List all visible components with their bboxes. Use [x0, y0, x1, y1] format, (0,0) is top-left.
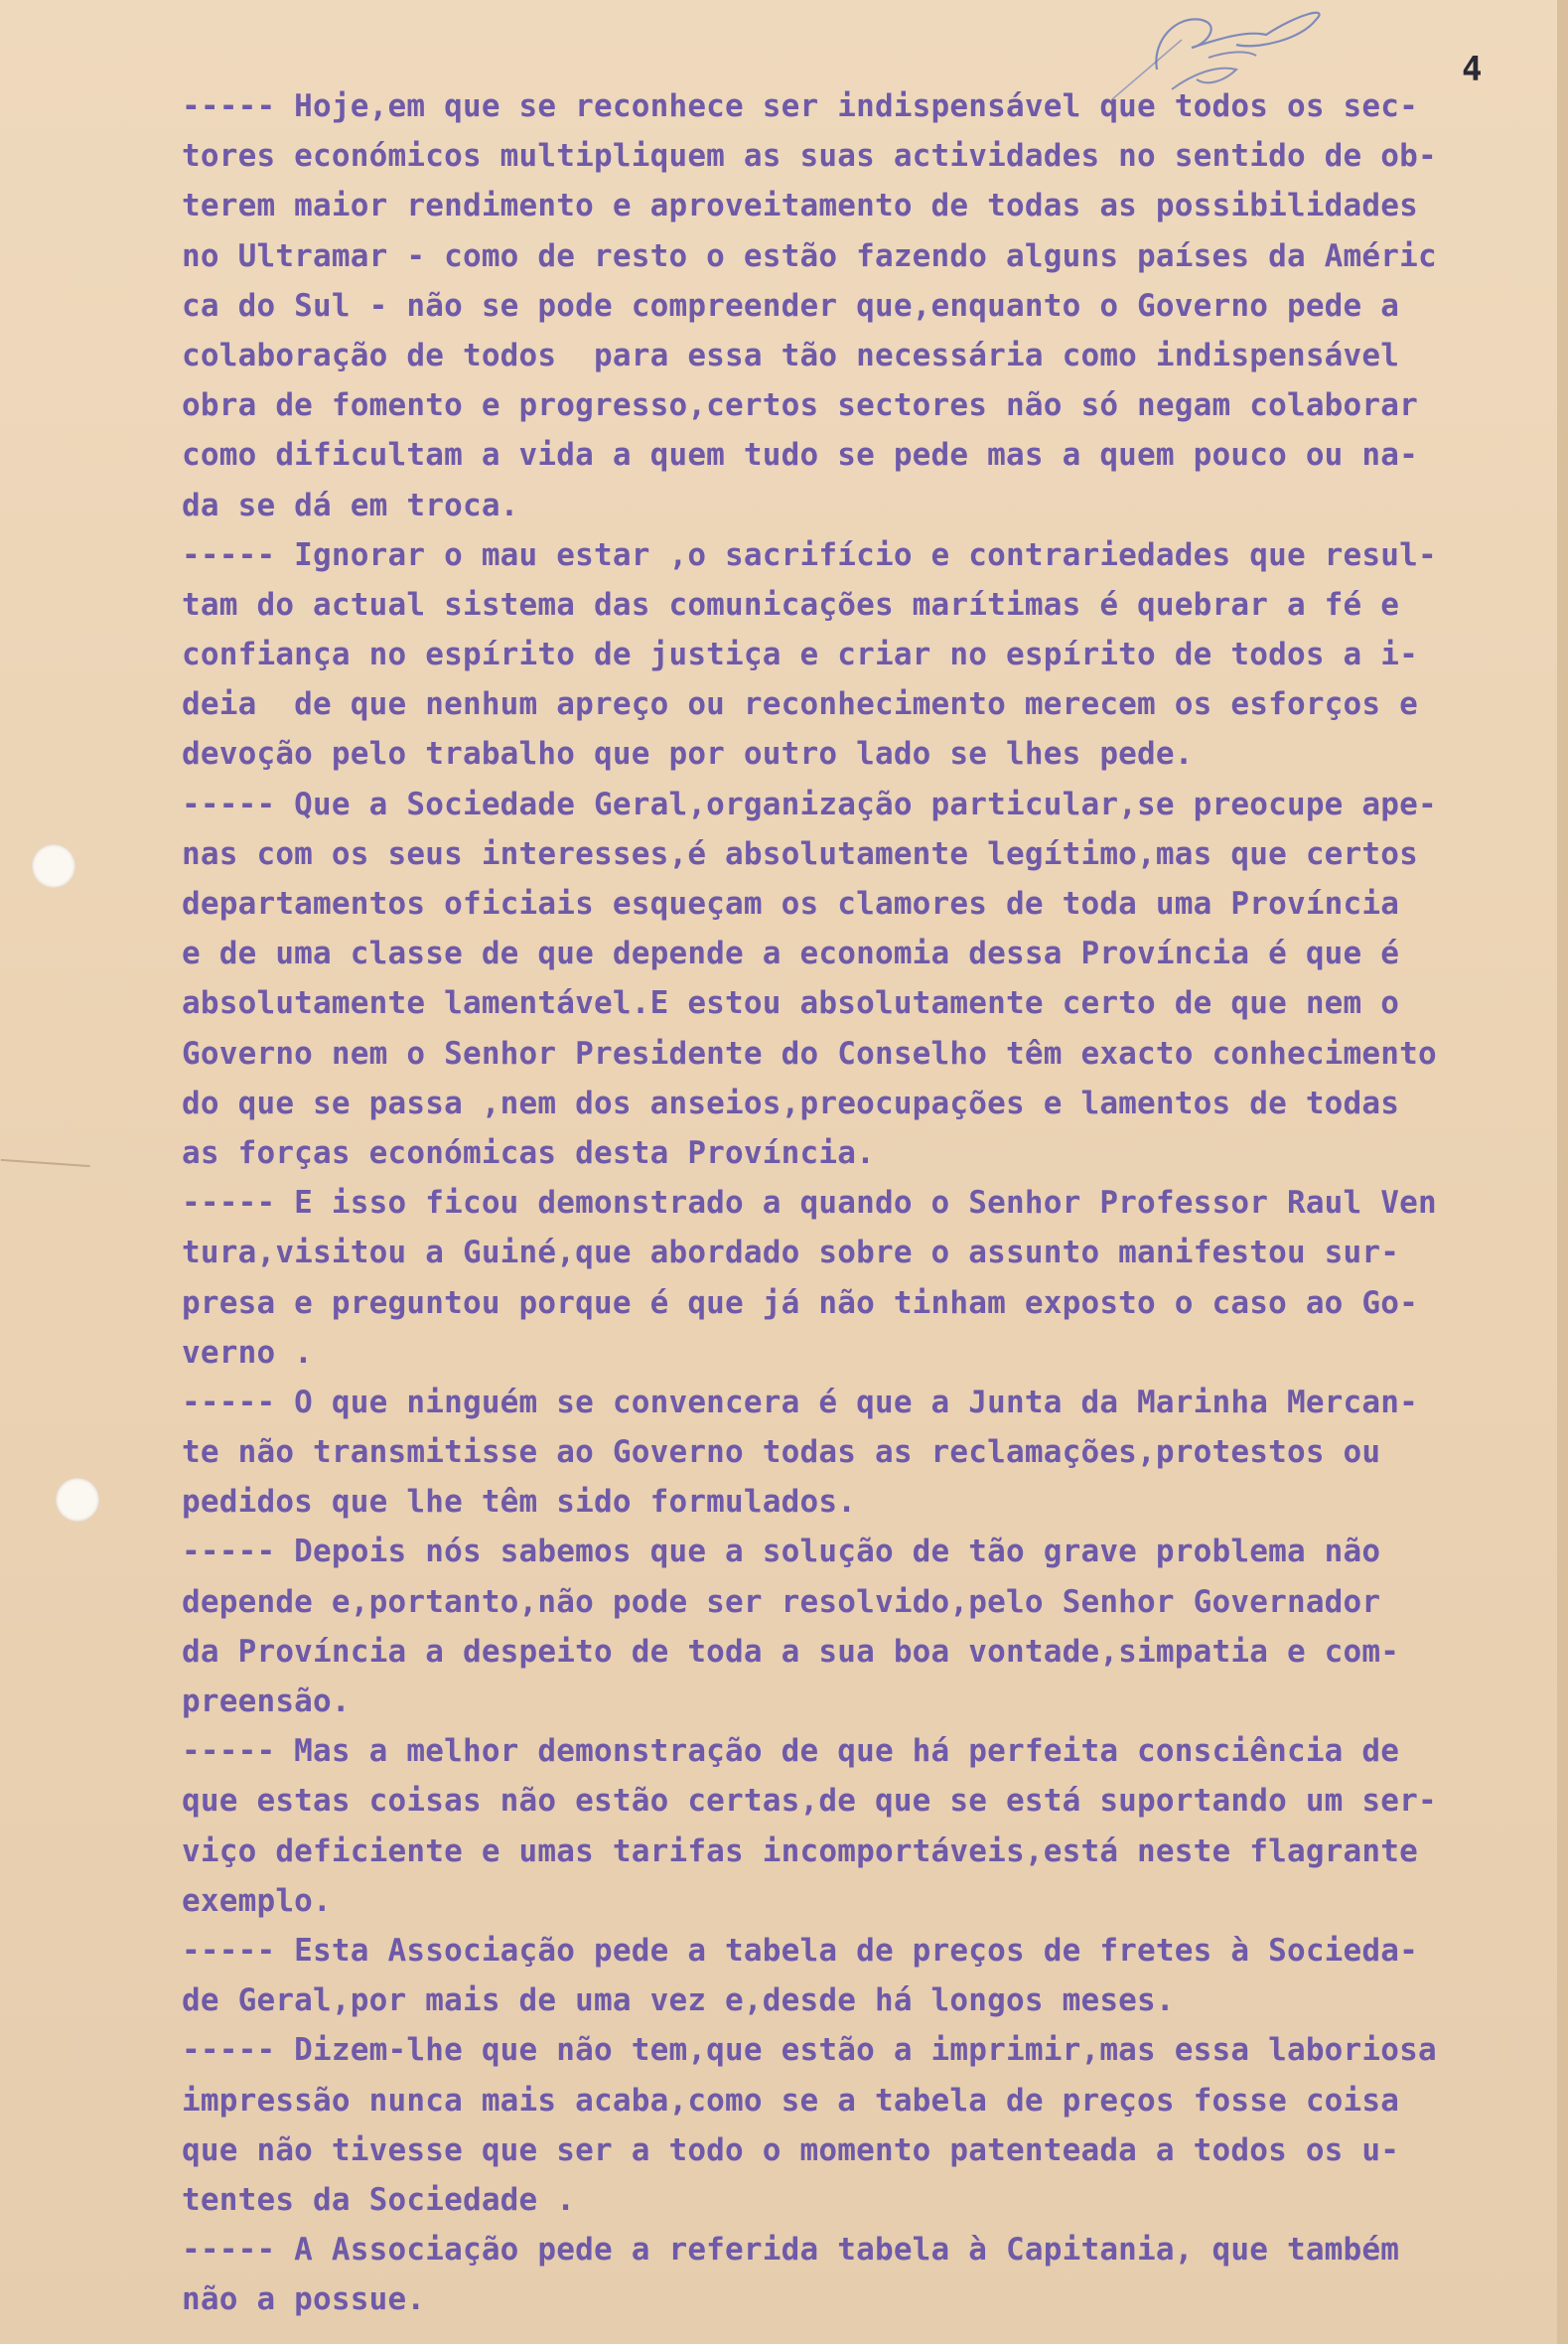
text-line: pedidos que lhe têm sido formulados.: [182, 1484, 857, 1521]
text-line: as forças económicas desta Província.: [182, 1134, 875, 1171]
text-line: como dificultam a vida a quem tudo se pede mas a quem pouco ou na-: [182, 437, 1418, 474]
text-line: exemplo.: [182, 1882, 332, 1919]
text-line: ----- A Associação pede a referida tabela à Capitania, que também: [182, 2232, 1400, 2269]
page-number: 4: [1462, 50, 1483, 89]
page-edge: [1557, 0, 1568, 2344]
punch-hole: [56, 1478, 99, 1522]
text-line: e de uma classe de que depende a economia dessa Província é que é: [182, 936, 1400, 972]
text-line: ca do Sul - não se pode compreender que,enquanto o Governo pede a: [182, 287, 1400, 324]
text-line: te não transmitisse ao Governo todas as reclamações,protestos ou: [182, 1434, 1381, 1471]
text-line: no Ultramar - como de resto o estão fazendo alguns países da Améric: [182, 237, 1437, 274]
text-line: ----- Depois nós sabemos que a solução de tão grave problema não: [182, 1534, 1381, 1570]
text-line: ----- Mas a melhor demonstração de que há perfeita consciência de: [182, 1733, 1400, 1770]
text-line: da se dá em troca.: [182, 487, 519, 523]
text-line: ----- Ignorar o mau estar ,o sacrifício e contrariedades que resul-: [182, 536, 1437, 573]
text-line: da Província a despeito de toda a sua boa vontade,simpatia e com-: [182, 1633, 1400, 1670]
text-line: ----- Hoje,em que se reconhece ser indispensável que todos os sec-: [182, 88, 1418, 124]
text-line: departamentos oficiais esqueçam os clamores de toda uma Província: [182, 886, 1400, 922]
text-line: depende e,portanto,não pode ser resolvido,pelo Senhor Governador: [182, 1583, 1381, 1620]
text-line: nas com os seus interesses,é absolutamente legítimo,mas que certos: [182, 835, 1418, 872]
text-line: que estas coisas não estão certas,de que se está suportando um ser-: [182, 1783, 1437, 1820]
text-line: não a possue.: [182, 2281, 426, 2318]
text-line: Governo nem o Senhor Presidente do Conselho têm exacto conhecimento: [182, 1035, 1437, 1072]
text-line: viço deficiente e umas tarifas incomportáveis,está neste flagrante: [182, 1832, 1418, 1869]
text-line: ----- E isso ficou demonstrado a quando o Senhor Professor Raul Ven: [182, 1185, 1437, 1222]
text-line: confiança no espírito de justiça e criar no espírito de todos a i-: [182, 637, 1418, 673]
text-line: ----- O que ninguém se convencera é que a Junta da Marinha Mercan-: [182, 1384, 1418, 1420]
text-line: ----- Esta Associação pede a tabela de preços de fretes à Socieda-: [182, 1932, 1418, 1969]
text-line: deia de que nenhum apreço ou reconhecimento merecem os esforços e: [182, 686, 1418, 723]
text-line: tam do actual sistema das comunicações marítimas é quebrar a fé e: [182, 586, 1400, 623]
text-line: preensão.: [182, 1684, 351, 1719]
text-line: tura,visitou a Guiné,que abordado sobre o assunto manifestou sur-: [182, 1235, 1400, 1271]
text-line: tores económicos multipliquem as suas actividades no sentido de ob-: [182, 138, 1437, 175]
text-line: verno .: [182, 1334, 314, 1371]
text-line: terem maior rendimento e aproveitamento de todas as possibilidades: [182, 188, 1418, 224]
text-line: obra de fomento e progresso,certos sectores não só negam colaborar: [182, 387, 1418, 424]
text-line: devoção pelo trabalho que por outro lado se lhes pede.: [182, 736, 1194, 773]
text-line: do que se passa ,nem dos anseios,preocupações e lamentos de todas: [182, 1085, 1400, 1121]
text-line: presa e preguntou porque é que já não tinham exposto o caso ao Go-: [182, 1284, 1418, 1321]
text-line: colaboração de todos para essa tão necessária como indispensável: [182, 337, 1400, 373]
text-line: ----- Dizem-lhe que não tem,que estão a imprimir,mas essa laboriosa: [182, 2032, 1437, 2069]
text-line: que não tivesse que ser a todo o momento patenteada a todos os u-: [182, 2131, 1400, 2168]
text-line: absolutamente lamentável.E estou absolutamente certo de que nem o: [182, 985, 1400, 1022]
text-line: tentes da Sociedade .: [182, 2181, 576, 2218]
text-line: de Geral,por mais de uma vez e,desde há longos meses.: [182, 1982, 1175, 2019]
text-line: impressão nunca mais acaba,como se a tabela de preços fosse coisa: [182, 2082, 1400, 2119]
text-line: ----- Que a Sociedade Geral,organização particular,se preocupe ape-: [182, 786, 1437, 822]
typed-text-body: [182, 81, 1552, 2324]
punch-hole: [32, 844, 75, 888]
